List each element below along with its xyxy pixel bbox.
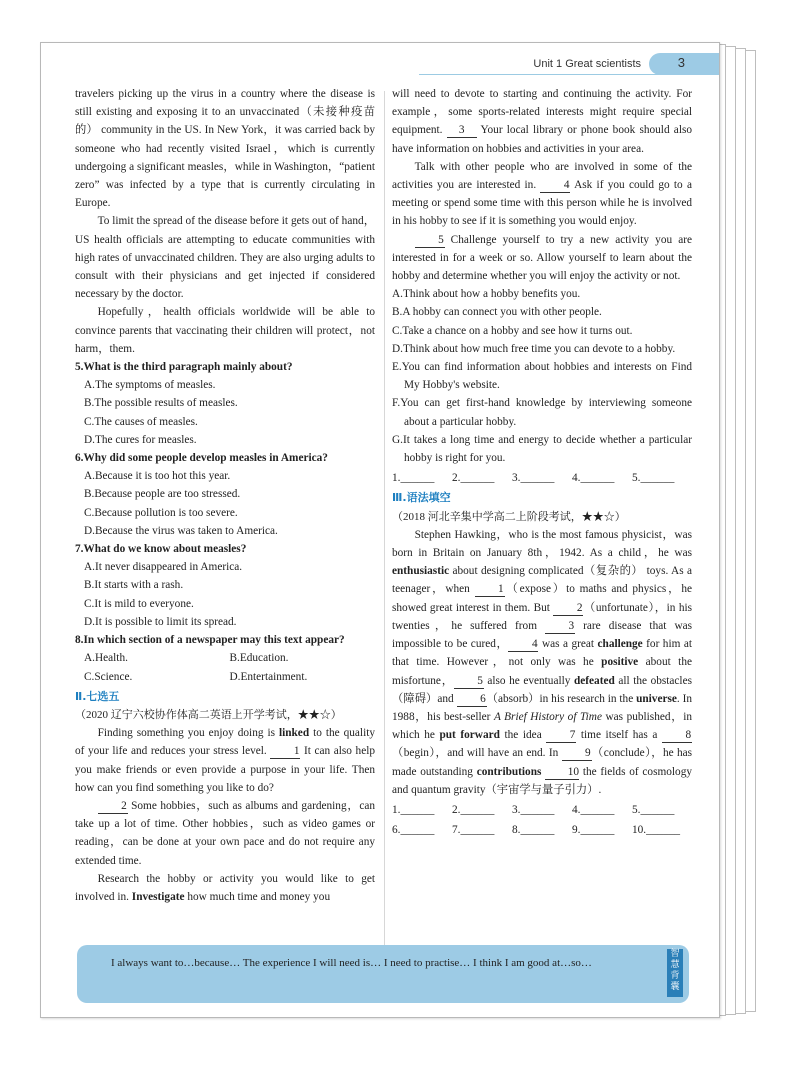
section-source: （2020 辽宁六校协作体高二英语上开学考试，★★☆） [75, 708, 342, 721]
option-row [84, 668, 375, 686]
answer-blank: 3.______ [512, 803, 555, 816]
option: A.Because it is too hot this year. [84, 470, 231, 483]
unit-title: Unit 1 Great scientists [533, 58, 641, 70]
blank: 2 [553, 601, 583, 616]
text-run: Stephen Hawking，who is the most famous physicist，was born in Britain on January 8th，1942. As a child，he was [392, 528, 692, 560]
answer-blank: 9.______ [572, 824, 615, 837]
question-7: 7.What do we know about measles? [75, 543, 247, 556]
text-run: Finding something you enjoy doing is [97, 727, 279, 740]
text-run: about the misfortune， [392, 656, 692, 687]
text-run: time itself has a [576, 729, 662, 742]
blank: 9 [562, 746, 592, 761]
blank: 5 [454, 674, 484, 689]
keyword: defeated [573, 674, 615, 687]
option: C.It is mild to everyone. [84, 597, 194, 610]
text-run: Talk with other people who are involved in some of the activities you are interested in. [392, 160, 692, 192]
keyword: universe [636, 692, 677, 705]
choice-option: A.Think about how a hobby benefits you. [392, 288, 581, 301]
answer-blank: 2.______ [452, 472, 495, 485]
question-5: 5.What is the third paragraph mainly about? [75, 361, 293, 374]
grammar-passage [392, 526, 692, 799]
column-divider [384, 91, 385, 951]
option: C.The causes of measles. [84, 415, 198, 428]
passage-paragraph [75, 870, 375, 906]
text-run: It can also help you make friends or even provide a purpose in your life. Then how can you find something you like to do? [75, 745, 375, 794]
text-run: （conclude），he has made outstanding [392, 747, 693, 778]
left-column [75, 85, 375, 906]
answer-blank: 5.______ [632, 472, 675, 485]
text-run: also he eventually [483, 674, 574, 687]
passage-paragraph [392, 231, 692, 286]
text-run: how much time and money you [184, 890, 331, 903]
option: A.Health. [84, 652, 128, 665]
passage-paragraph: To limit the spread of the disease before it gets out of hand，US health officials are attempting to educate communities with high rates of unvaccinated children. They are also urging adults to consult with their physicians and get injected if considered necessary by the doctor. [75, 215, 375, 301]
keyword: positive [601, 656, 639, 669]
blank: 3 [447, 123, 477, 138]
question-8: 8.In which section of a newspaper may this text appear? [75, 634, 345, 647]
answer-row [392, 469, 692, 487]
keyword: put forward [439, 729, 500, 742]
option: B.It starts with a rash. [84, 579, 184, 592]
text-run: Some hobbies，such as albums and gardening，can take up a lot of time. Other hobbies，such as video games or reading，can be done at your own pace and do not require any extended time. [75, 799, 375, 867]
section-source: （2018 河北辛集中学高二上阶段考试，★★☆） [392, 510, 626, 523]
page-number: 3 [677, 55, 685, 70]
choice-option: F.You can get first-hand knowledge by interviewing someone about a particular hobby. [392, 397, 692, 428]
choice-option: E.You can find information about hobbies and interests on Find My Hobby's website. [392, 361, 692, 392]
answer-blank: 1.______ [392, 472, 435, 485]
footer-banner [77, 945, 689, 1003]
choice-option: D.Think about how much free time you can devote to a hobby. [392, 342, 676, 355]
passage-paragraph [75, 724, 375, 797]
text-run: （unfortunate），in his twenties，he suffered from [392, 601, 693, 632]
text-run: all the obstacles（障碍）and [392, 674, 692, 705]
answer-blank: 5.______ [632, 803, 675, 816]
passage-paragraph: Hopefully，health officials worldwide will be able to convince parents that vaccinating their children will protect，not harm，them. [75, 306, 375, 355]
text-run: the fields of cosmology and quantum gravity（宇宙学与量子引力）. [392, 765, 692, 796]
keyword: challenge [597, 638, 643, 651]
passage-paragraph: travelers picking up the virus in a country where the disease is still existing and exposing it to an unvaccinated（未接种疫苗的） community in the US. In New York，it was carried back by someone who had recently visited Israel，which is currently undergoing a significant measles，while in Washington，“patient zero” was infected by a type that is currently circulating in Europe. [75, 88, 375, 210]
section-title: Ⅱ.七选五 [75, 689, 120, 703]
passage-paragraph [392, 85, 692, 158]
passage-paragraph [75, 797, 375, 870]
book-title: A Brief History of Time [493, 710, 602, 723]
textbook-page [40, 42, 720, 1018]
text-run: about designing complicated（复杂的） toys. As a teenager，when [392, 565, 692, 596]
blank: 10 [545, 765, 579, 780]
answer-blank: 6.______ [392, 824, 435, 837]
choice-option: G.It takes a long time and energy to decide whether a particular hobby is right for you. [392, 433, 692, 465]
text-run: （begin），and will have an end. In [392, 747, 562, 760]
choice-option: B.A hobby can connect you with other people. [392, 306, 602, 319]
answer-row [392, 821, 692, 839]
option: C.Science. [84, 670, 133, 683]
option: D.Because the virus was taken to America. [84, 524, 278, 537]
option: A.The symptoms of measles. [84, 379, 216, 392]
blank: 2 [98, 799, 128, 814]
text-run: Your local library or phone book should also have information on hobbies and activities in your area. [392, 124, 692, 155]
option: D.It is possible to limit its spread. [84, 615, 237, 628]
blank: 4 [508, 637, 538, 652]
blank: 5 [415, 233, 445, 248]
blank: 1 [270, 744, 300, 759]
footer-phrases: I always want to…because… The experience I will need is… I need to practise… I think I am good at…so… [111, 957, 592, 969]
page-header [419, 53, 719, 75]
text-run: will need to devote to starting and continuing the activity. For example，some sports-related interests might require special equipment. [392, 88, 692, 137]
choice-option: C.Take a chance on a hobby and see how it turns out. [392, 324, 633, 337]
keyword: linked [278, 727, 310, 740]
option: D.Entertainment. [229, 670, 308, 683]
text-run: Challenge yourself to try a new activity you are interested in for a week or so. Allow yourself to learn about the hobby and determine whether you will enjoy the activity or not. [392, 233, 692, 283]
question-6: 6.Why did some people develop measles in America? [75, 452, 328, 465]
option: B.The possible results of measles. [84, 397, 238, 410]
blank: 6 [457, 692, 487, 707]
blank: 7 [546, 728, 576, 743]
option-row [84, 649, 375, 667]
text-run: to the quality of your life and reduces your stress level. [75, 727, 375, 758]
option: D.The cures for measles. [84, 433, 197, 446]
answer-blank: 4.______ [572, 472, 615, 485]
answer-blank: 1.______ [392, 803, 435, 816]
right-column [392, 85, 692, 839]
option: B.Because people are too stressed. [84, 488, 241, 501]
text-run: was published，in which he [392, 710, 692, 742]
text-run: （expose）to maths and physics，he showed great interest in them. But [392, 583, 692, 614]
footer-tag: 智慧背囊 [667, 949, 683, 997]
passage-paragraph [392, 158, 692, 231]
answer-row [392, 801, 692, 819]
text-run: Research the hobby or activity you would like to get involved in. [75, 872, 375, 903]
section-title: Ⅲ.语法填空 [392, 491, 451, 505]
answer-blank: 3.______ [512, 472, 555, 485]
keyword: contributions [476, 765, 542, 778]
answer-blank: 2.______ [452, 803, 495, 816]
text-run: the idea [499, 729, 547, 742]
blank: 3 [545, 619, 575, 634]
text-run: Ask if you could go to a meeting or spend some time with this person while he is involved in his hobby to see if it is something you would enjoy. [392, 179, 692, 228]
blank: 8 [662, 728, 692, 743]
text-run: . In 1988，his best-seller [392, 692, 693, 723]
answer-blank: 10.______ [632, 824, 681, 837]
blank: 1 [475, 582, 505, 597]
keyword: enthusiastic [392, 565, 450, 578]
keyword: Investigate [131, 890, 185, 903]
text-run: was a great [538, 638, 598, 651]
blank: 4 [540, 178, 570, 193]
answer-blank: 7.______ [452, 824, 495, 837]
answer-blank: 8.______ [512, 824, 555, 837]
text-run: rare disease that was impossible to be cured， [392, 619, 693, 651]
text-run: （absorb）in his research in the [486, 692, 637, 705]
option: C.Because pollution is too severe. [84, 506, 238, 519]
answer-blank: 4.______ [572, 803, 615, 816]
option: B.Education. [229, 652, 289, 665]
text-run: for him at that time. However，not only was he [392, 638, 693, 669]
option: A.It never disappeared in America. [84, 561, 243, 574]
